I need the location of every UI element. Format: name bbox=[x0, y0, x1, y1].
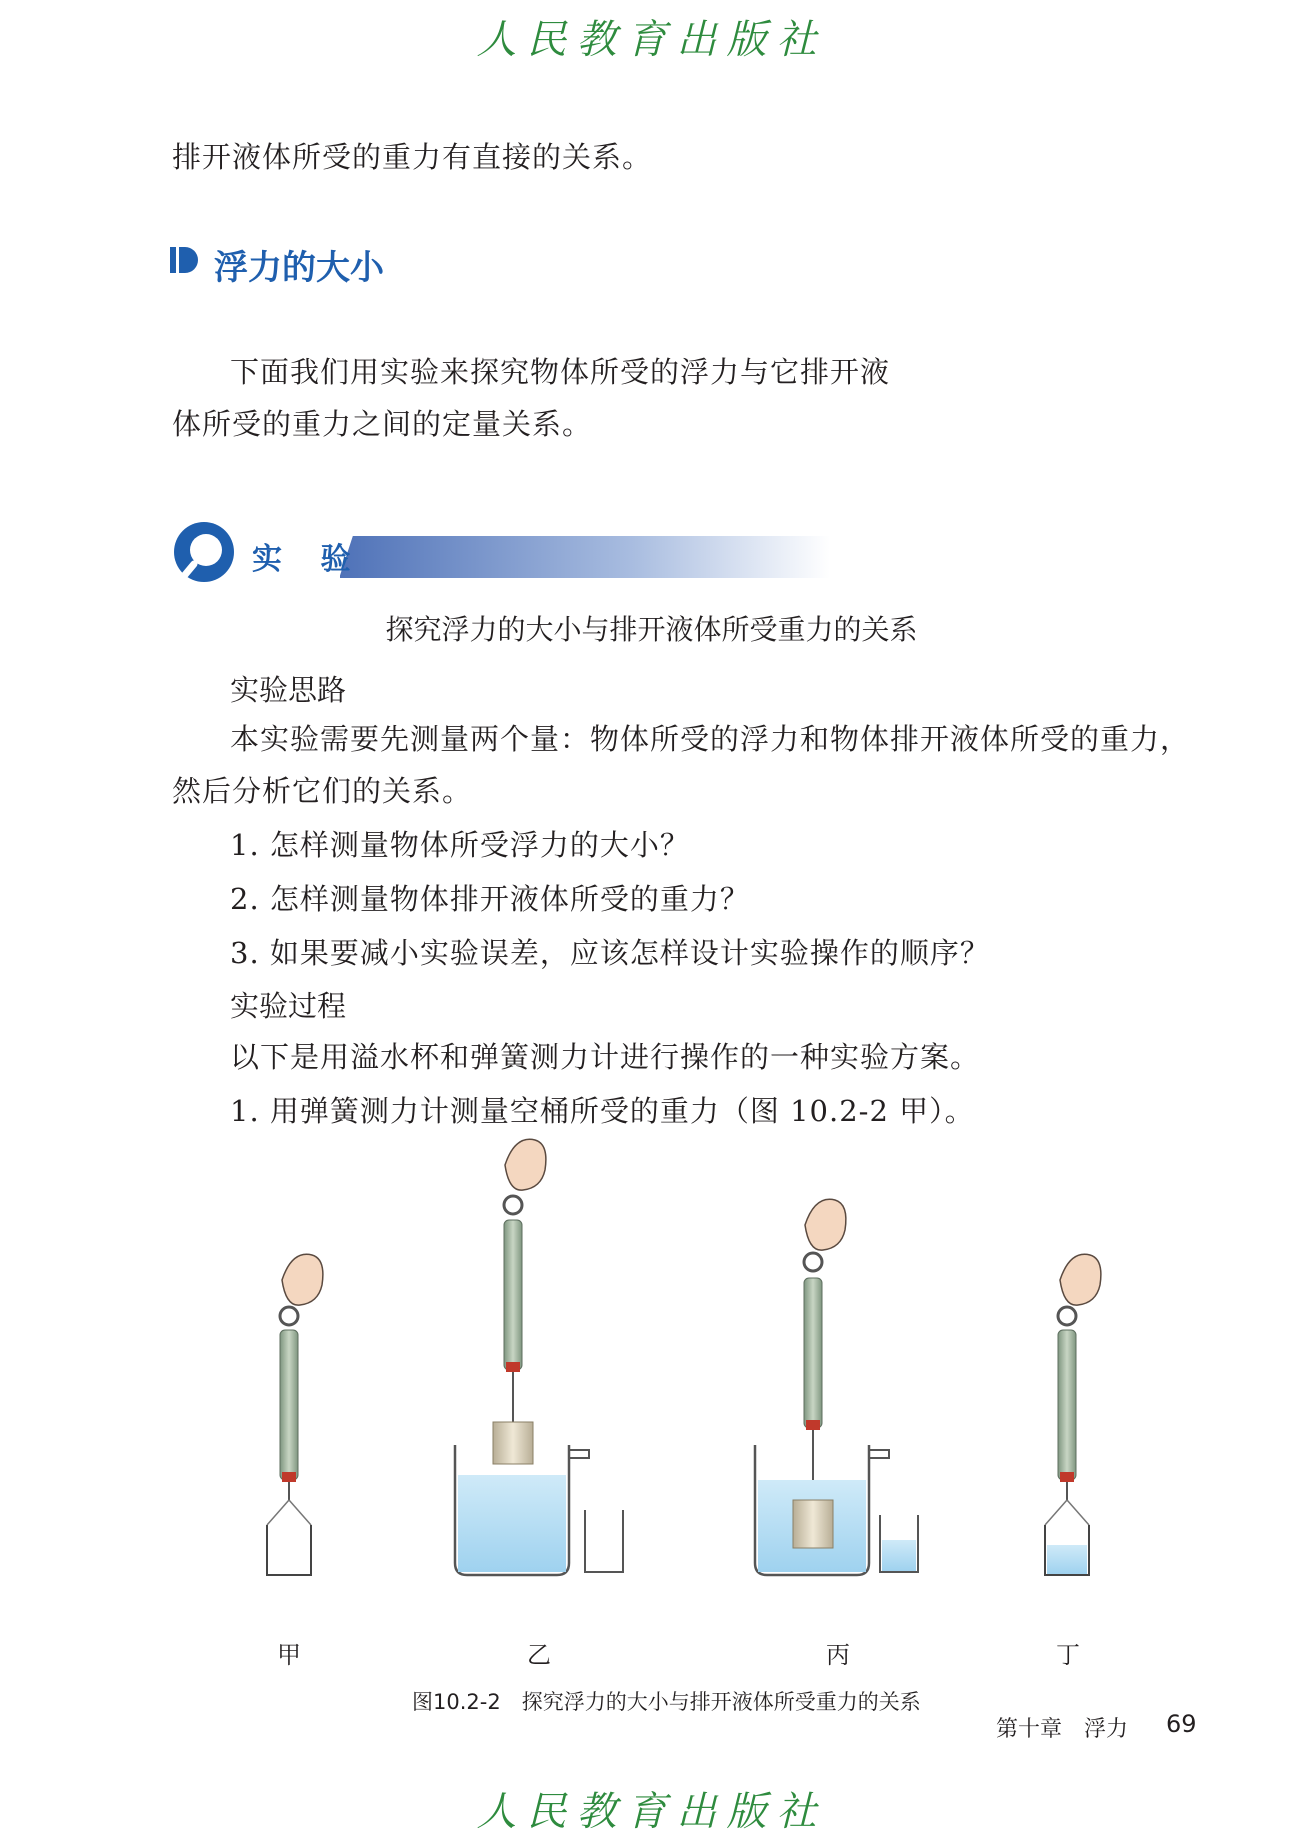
idea-line-2: 然后分析它们的关系。 bbox=[172, 774, 473, 808]
experiment-title: 探究浮力的大小与排开液体所受重力的关系 bbox=[385, 613, 918, 646]
intro-line: 排开液体所受的重力有直接的关系。 bbox=[172, 140, 653, 174]
question-1: 1. 怎样测量物体所受浮力的大小？ bbox=[230, 828, 690, 862]
experiment-label: 实 验 bbox=[252, 542, 365, 577]
question-3: 3. 如果要减小实验误差，应该怎样设计实验操作的顺序？ bbox=[230, 936, 990, 970]
experiment-banner-bar bbox=[340, 536, 830, 578]
figure-caption: 图10.2-2 探究浮力的大小与排开液体所受重力的关系 bbox=[412, 1690, 921, 1714]
publisher-header: 人民教育出版社 bbox=[476, 17, 827, 63]
hand-icon bbox=[1060, 1254, 1101, 1305]
process-heading: 实验过程 bbox=[230, 989, 347, 1023]
figure-label-jia: 甲 bbox=[277, 1641, 301, 1669]
section-title: 浮力的大小 bbox=[214, 248, 384, 288]
publisher-footer: 人民教育出版社 bbox=[476, 1789, 827, 1835]
question-2: 2. 怎样测量物体排开液体所受的重力？ bbox=[230, 882, 750, 916]
figure-illustration bbox=[0, 1130, 1303, 1630]
idea-heading: 实验思路 bbox=[230, 673, 347, 707]
figure-label-bing: 丙 bbox=[826, 1641, 850, 1669]
magnifier-icon bbox=[172, 520, 236, 584]
hand-icon bbox=[805, 1199, 846, 1250]
paragraph-line-2: 体所受的重力之间的定量关系。 bbox=[172, 407, 593, 441]
setup-ding bbox=[1045, 1254, 1101, 1575]
idea-line-1: 本实验需要先测量两个量：物体所受的浮力和物体排开液体所受的重力， bbox=[230, 722, 1191, 756]
figure-label-yi: 乙 bbox=[527, 1641, 551, 1669]
setup-yi bbox=[455, 1139, 623, 1575]
page-number: 69 bbox=[1166, 1710, 1197, 1738]
hand-icon bbox=[282, 1254, 323, 1305]
hand-icon bbox=[505, 1139, 546, 1190]
footer-chapter: 第十章 浮力 bbox=[996, 1717, 1129, 1742]
setup-jia bbox=[267, 1254, 323, 1575]
setup-bing bbox=[755, 1199, 918, 1575]
figure-label-ding: 丁 bbox=[1056, 1641, 1080, 1669]
step-1: 1. 用弹簧测力计测量空桶所受的重力（图 10.2-2 甲）。 bbox=[230, 1094, 975, 1128]
paragraph-line-1: 下面我们用实验来探究物体所受的浮力与它排开液 bbox=[230, 355, 891, 389]
section-marker-icon bbox=[170, 245, 200, 275]
process-text: 以下是用溢水杯和弹簧测力计进行操作的一种实验方案。 bbox=[230, 1040, 981, 1074]
